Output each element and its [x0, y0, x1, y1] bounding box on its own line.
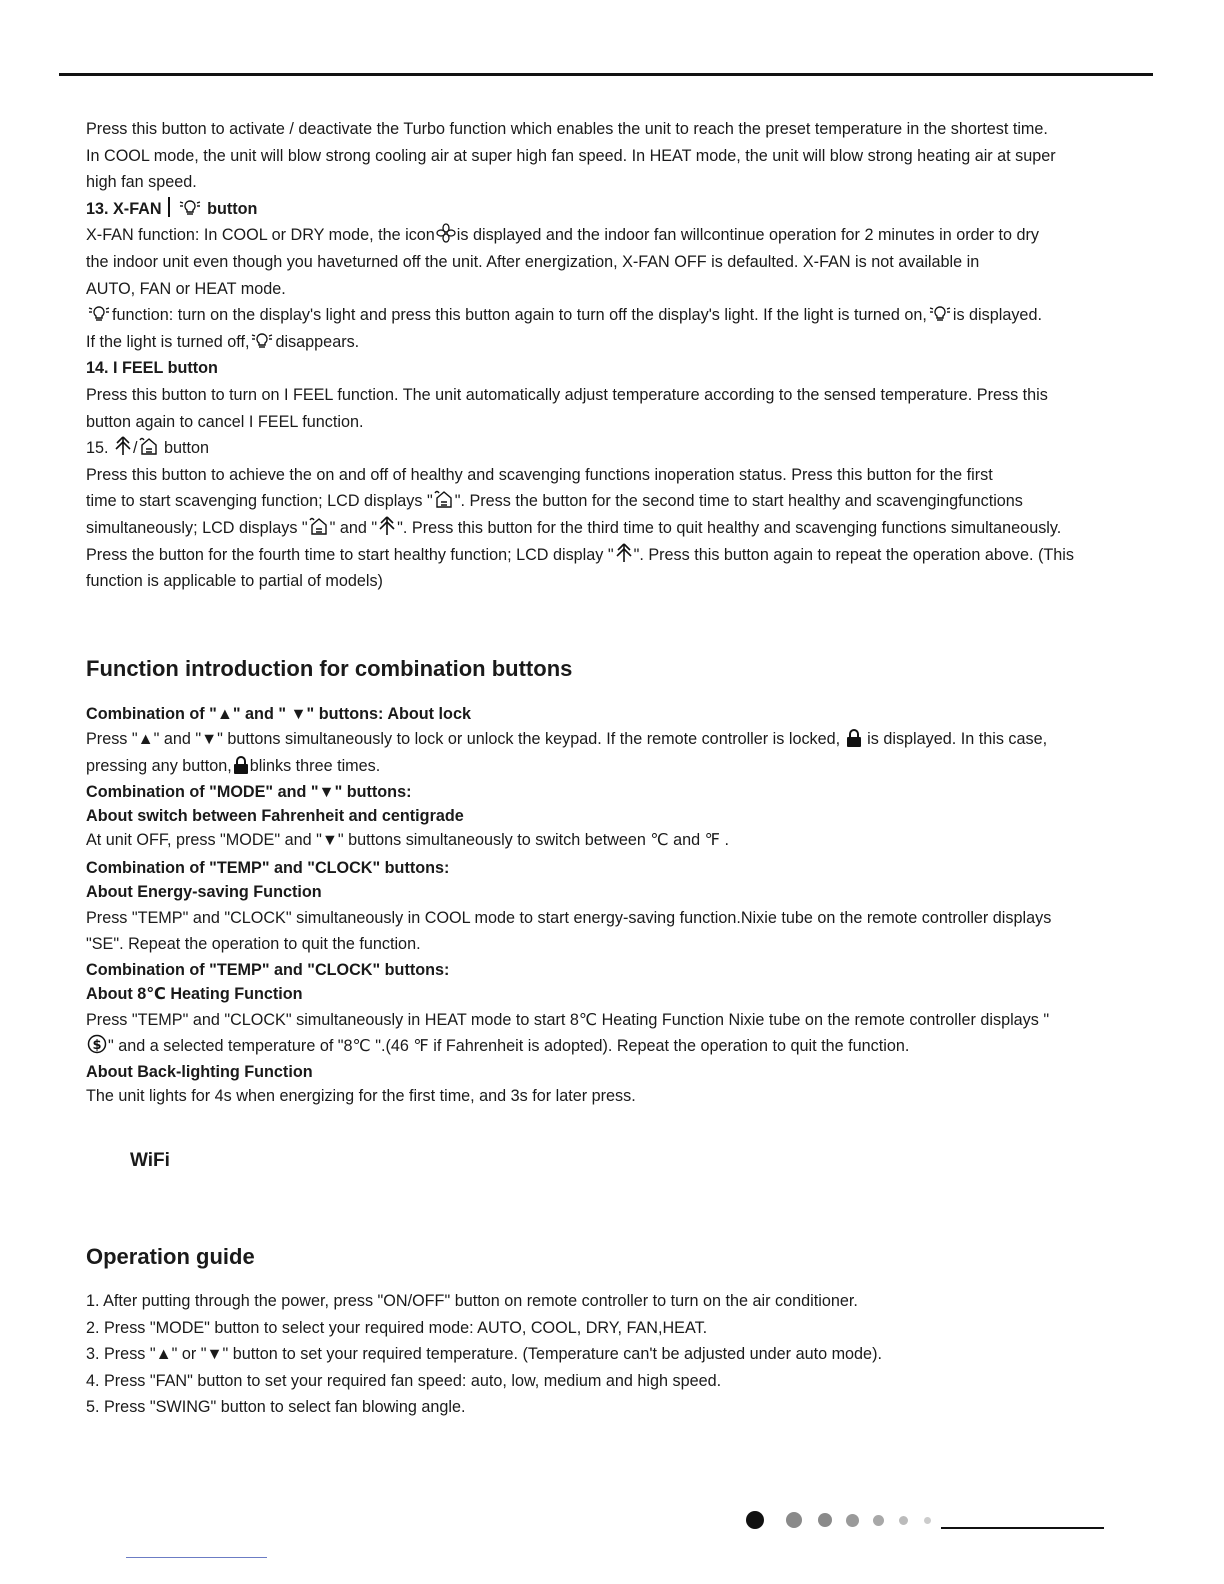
- xfan-line-1a: X-FAN function: In COOL or DRY mode, the icon: [86, 226, 435, 245]
- backlight-heading: About Back-lighting Function: [86, 1062, 313, 1081]
- ifeel-line-1: Press this button to turn on I FEEL function. The unit automatically adjust temperature according to the sensed temperature. Press this: [86, 385, 1048, 404]
- health-line-1: Press this button to achieve the on and off of healthy and scavenging functions inoperation status. Press this button for the first: [86, 465, 993, 484]
- lock-line-2: [86, 753, 1132, 780]
- xfan-heading: [86, 196, 1132, 223]
- operation-guide-list: [86, 1288, 1132, 1421]
- health-line-3c: ". Press this button for the third time to quit healthy and scavenging functions simultaneously.: [397, 518, 1062, 537]
- health-line-2: [86, 488, 1132, 515]
- guide-step-5: 5. Press "SWING" button to select fan blowing angle.: [86, 1398, 466, 1417]
- mode-heading-2: About switch between Fahrenheit and centigrade: [86, 807, 464, 825]
- xfan-line-1b: is displayed and the indoor fan willcontinue operation for 2 minutes in order to dry: [456, 226, 1039, 245]
- heat-heading-2: About 8℃ Heating Function: [86, 985, 303, 1004]
- xfan-line-4a: function: turn on the display's light and press this button again to turn off the display's light. If the light is turned on,: [112, 306, 927, 325]
- scavenging-icon: [309, 516, 329, 536]
- light-bulb-icon: [87, 303, 111, 323]
- guide-step-4: 4. Press "FAN" button to set your required fan speed: auto, low, medium and high speed.: [86, 1371, 722, 1390]
- health-heading-suffix: button: [164, 439, 210, 458]
- indicator-dot: [924, 1517, 931, 1524]
- xfan-heading-label: 13. X-FAN: [86, 199, 162, 218]
- health-line-3a: simultaneously; LCD displays ": [86, 518, 308, 537]
- lock-icon: [846, 729, 862, 747]
- indicator-dot: [873, 1515, 884, 1526]
- xfan-line-4: [86, 302, 1132, 329]
- energy-line-2: "SE". Repeat the operation to quit the function.: [86, 935, 421, 954]
- health-line-5: function is applicable to partial of models): [86, 572, 383, 591]
- lock-line-1: [86, 726, 1132, 753]
- operation-guide-title: Operation guide: [86, 1244, 255, 1269]
- combination-section-title: Function introduction for combination buttons: [86, 656, 573, 681]
- health-line-4a: Press the button for the fourth time to start healthy function; LCD display ": [86, 545, 614, 564]
- xfan-line-3: AUTO, FAN or HEAT mode.: [86, 279, 286, 298]
- button-descriptions: [86, 116, 1132, 595]
- backlight-line-1: The unit lights for 4s when energizing for the first time, and 3s for later press.: [86, 1087, 636, 1106]
- health-line-3b: " and ": [329, 518, 378, 537]
- xfan-line-4b: is displayed.: [952, 306, 1042, 325]
- footer-rule: [941, 1527, 1104, 1529]
- svg-text:$: $: [92, 1038, 102, 1054]
- xfan-line-1: [86, 222, 1132, 249]
- energy-heading-2: About Energy-saving Function: [86, 883, 322, 902]
- combination-buttons-section: [86, 702, 1132, 1109]
- xfan-line-5b: disappears.: [275, 332, 360, 351]
- turbo-line-3: high fan speed.: [86, 173, 197, 192]
- guide-step-2: 2. Press "MODE" button to select your required mode: AUTO, COOL, DRY, FAN,HEAT.: [86, 1318, 708, 1337]
- xfan-line-5a: If the light is turned off,: [86, 332, 250, 351]
- tree-icon: [114, 436, 132, 456]
- lock-heading: Combination of "▲" and " ▼" buttons: About lock: [86, 705, 471, 723]
- energy-line-1: Press "TEMP" and "CLOCK" simultaneously in COOL mode to start energy-saving function.Nixie tube on the remote controller displays: [86, 908, 1052, 927]
- mode-heading-1: Combination of "MODE" and "▼" buttons:: [86, 782, 412, 801]
- light-bulb-icon: [928, 303, 952, 323]
- xfan-line-2: the indoor unit even though you haveturned off the unit. After energization, X-FAN OFF is defaulted. X-FAN is not available in: [86, 252, 980, 271]
- wifi-label: WiFi: [130, 1150, 170, 1171]
- heat-heading-1: Combination of "TEMP" and "CLOCK" buttons:: [86, 960, 450, 979]
- indicator-dot: [746, 1511, 764, 1529]
- health-heading-number: 15.: [86, 439, 109, 458]
- scavenging-icon: [139, 436, 159, 456]
- light-bulb-icon: [250, 330, 274, 350]
- heat-line-1: Press "TEMP" and "CLOCK" simultaneously in HEAT mode to start 8℃ Heating Function Nixie tube on the remote controller displays ": [86, 1010, 1050, 1029]
- scavenging-icon: [434, 489, 454, 509]
- turbo-line-2: In COOL mode, the unit will blow strong cooling air at super high fan speed. In HEAT mode, the unit will blow strong heating air at super: [86, 146, 1056, 165]
- separator-bar-icon: [167, 197, 171, 217]
- health-line-2b: ". Press the button for the second time to start healthy and scavengingfunctions: [454, 492, 1023, 511]
- lock-line-2b: blinks three times.: [249, 757, 381, 775]
- guide-step-3: 3. Press "▲" or "▼" button to set your required temperature. (Temperature can't be adjusted under auto mode).: [86, 1345, 882, 1364]
- heat-line-2: [86, 1033, 1132, 1060]
- guide-step-1: 1. After putting through the power, press "ON/OFF" button on remote controller to turn on the air conditioner.: [86, 1292, 858, 1310]
- indicator-dot: [846, 1514, 859, 1527]
- health-line-4b: ". Press this button again to repeat the operation above. (This: [633, 545, 1074, 564]
- lock-line-1a: Press "▲" and "▼" buttons simultaneously to lock or unlock the keypad. If the remote controller is locked,: [86, 730, 841, 749]
- header-rule: [59, 73, 1153, 76]
- light-bulb-icon: [178, 197, 202, 217]
- health-line-2a: time to start scavenging function; LCD displays ": [86, 492, 433, 511]
- fan-icon: [436, 223, 456, 243]
- xfan-heading-suffix: button: [207, 199, 258, 218]
- lock-line-2a: pressing any button,: [86, 757, 232, 775]
- indicator-dot: [899, 1516, 908, 1525]
- ifeel-line-2: button again to cancel I FEEL function.: [86, 412, 364, 431]
- indicator-dot: [818, 1513, 832, 1527]
- turbo-line-1: Press this button to activate / deactivate the Turbo function which enables the unit to reach the preset temperature in the shortest time.: [86, 120, 1048, 138]
- lock-icon: [233, 756, 249, 774]
- ifeel-heading: 14. I FEEL button: [86, 359, 218, 378]
- heat-line-2-text: " and a selected temperature of "8℃ ".(46 ℉ if Fahrenheit is adopted). Repeat the operation to quit the function.: [108, 1037, 910, 1056]
- mode-line-1: At unit OFF, press "MODE" and "▼" buttons simultaneously to switch between ℃ and ℉ .: [86, 831, 730, 850]
- heating-symbol-icon: [87, 1034, 107, 1054]
- health-line-4: [86, 542, 1132, 569]
- indicator-dot: [786, 1512, 802, 1528]
- lock-line-1b: is displayed. In this case,: [867, 730, 1048, 749]
- tree-icon: [378, 516, 396, 536]
- health-line-3: [86, 515, 1132, 542]
- health-heading: 15. / button: [86, 435, 1132, 462]
- tree-icon: [615, 543, 633, 563]
- energy-heading-1: Combination of "TEMP" and "CLOCK" buttons:: [86, 858, 450, 877]
- footer-link-rule: [126, 1557, 267, 1558]
- xfan-line-5: [86, 329, 1132, 356]
